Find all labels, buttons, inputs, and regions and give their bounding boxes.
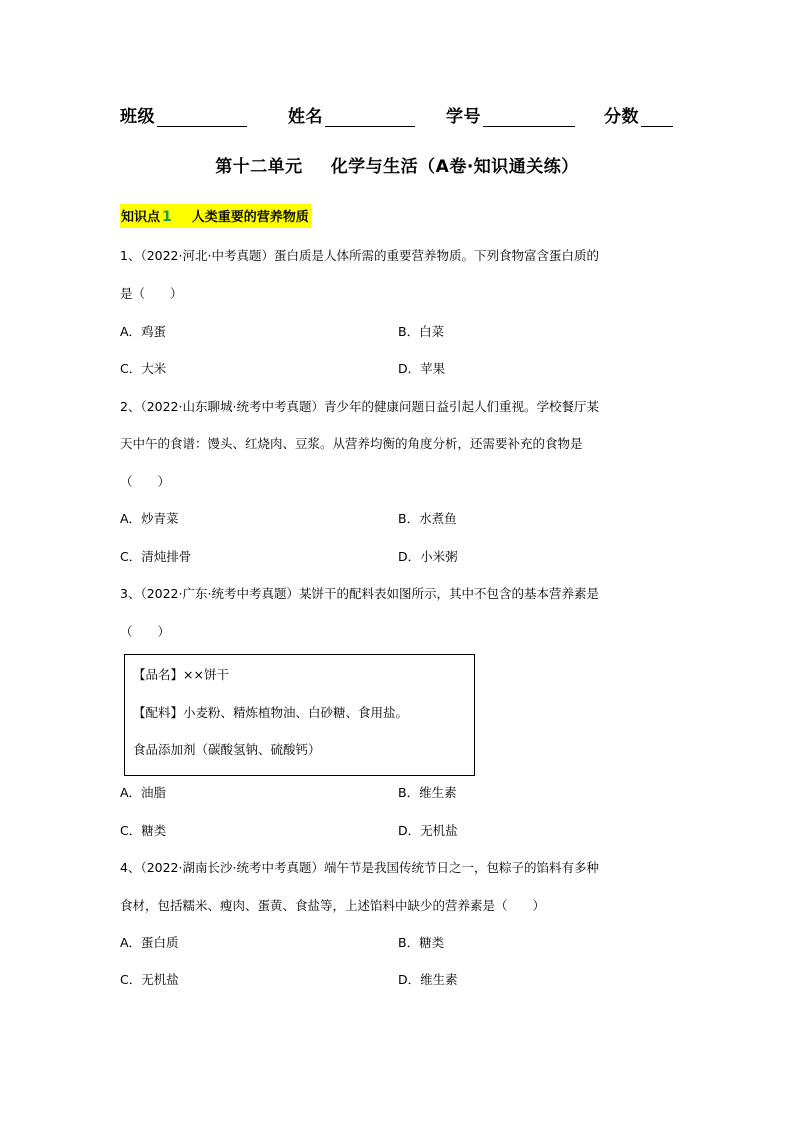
q2-option-a[interactable]: A．炒青菜 [120, 511, 179, 526]
class-label: 班级 [120, 107, 155, 127]
page-title [0, 152, 794, 177]
kp-number: 1 [162, 209, 172, 225]
q4-option-d[interactable]: D．维生素 [398, 972, 458, 987]
kp-label: 知识点 [121, 210, 161, 225]
q3-option-d[interactable]: D．无机盐 [398, 823, 458, 838]
score-field [604, 102, 673, 127]
class-blank[interactable] [157, 108, 247, 127]
score-label: 分数 [604, 107, 639, 127]
q4-option-b[interactable]: B．糖类 [398, 935, 445, 950]
id-label: 学号 [446, 107, 481, 127]
q3-line-2: （ ） [120, 624, 171, 639]
q4-line-2: 食材，包括糯米、瘦肉、蛋黄、食盐等，上述馅料中缺少的营养素是（ ） [120, 898, 546, 913]
product-name-line: 【品名】××饼干 [133, 667, 229, 682]
q2-line-3: （ ） [120, 474, 171, 489]
q2-line-2: 天中午的食谱：馒头、红烧肉、豆浆。从营养均衡的角度分析，还需要补充的食物是 [120, 436, 583, 451]
q4-line-1: 4、（2022·湖南长沙·统考中考真题）端午节是我国传统节日之一，包粽子的馅料有多种 [120, 860, 599, 875]
q1-line-2: 是（ ） [120, 286, 183, 301]
q2-option-b[interactable]: B．水煮鱼 [398, 511, 457, 526]
name-field [288, 102, 415, 127]
id-field [446, 102, 575, 127]
ingredients-line: 【配料】小麦粉、精炼植物油、白砂糖、食用盐。 [133, 705, 409, 720]
q4-option-c[interactable]: C．无机盐 [120, 972, 179, 987]
q3-option-b[interactable]: B．维生素 [398, 785, 457, 800]
q2-option-c[interactable]: C．清炖排骨 [120, 549, 192, 564]
additives-line: 食品添加剂（碳酸氢钠、硫酸钙） [133, 742, 321, 757]
q3-option-a[interactable]: A．油脂 [120, 785, 167, 800]
knowledge-point-heading [120, 204, 311, 228]
q2-line-1: 2、（2022·山东聊城·统考中考真题）青少年的健康问题日益引起人们重视。学校餐厅某 [120, 399, 599, 414]
title-unit: 第十二单元 [215, 157, 303, 177]
q3-line-1: 3、（2022·广东·统考中考真题）某饼干的配料表如图所示，其中不包含的基本营养素是 [120, 586, 599, 601]
q4-option-a[interactable]: A．蛋白质 [120, 935, 179, 950]
q1-option-a[interactable]: A．鸡蛋 [120, 324, 167, 339]
ingredient-label-box [124, 654, 475, 776]
q2-option-d[interactable]: D．小米粥 [398, 549, 458, 564]
id-blank[interactable] [483, 108, 575, 127]
q1-option-b[interactable]: B．白菜 [398, 324, 445, 339]
q1-option-d[interactable]: D．苹果 [398, 361, 446, 376]
score-blank[interactable] [641, 108, 673, 127]
name-blank[interactable] [325, 108, 415, 127]
title-subject: 化学与生活（A卷·知识通关练） [330, 157, 579, 177]
q3-option-c[interactable]: C．糖类 [120, 823, 167, 838]
class-field [120, 102, 247, 127]
q1-option-c[interactable]: C．大米 [120, 361, 167, 376]
q1-line-1: 1、（2022·河北·中考真题）蛋白质是人体所需的重要营养物质。下列食物富含蛋白质的 [120, 248, 599, 263]
name-label: 姓名 [288, 107, 323, 127]
kp-topic: 人类重要的营养物质 [191, 210, 309, 225]
